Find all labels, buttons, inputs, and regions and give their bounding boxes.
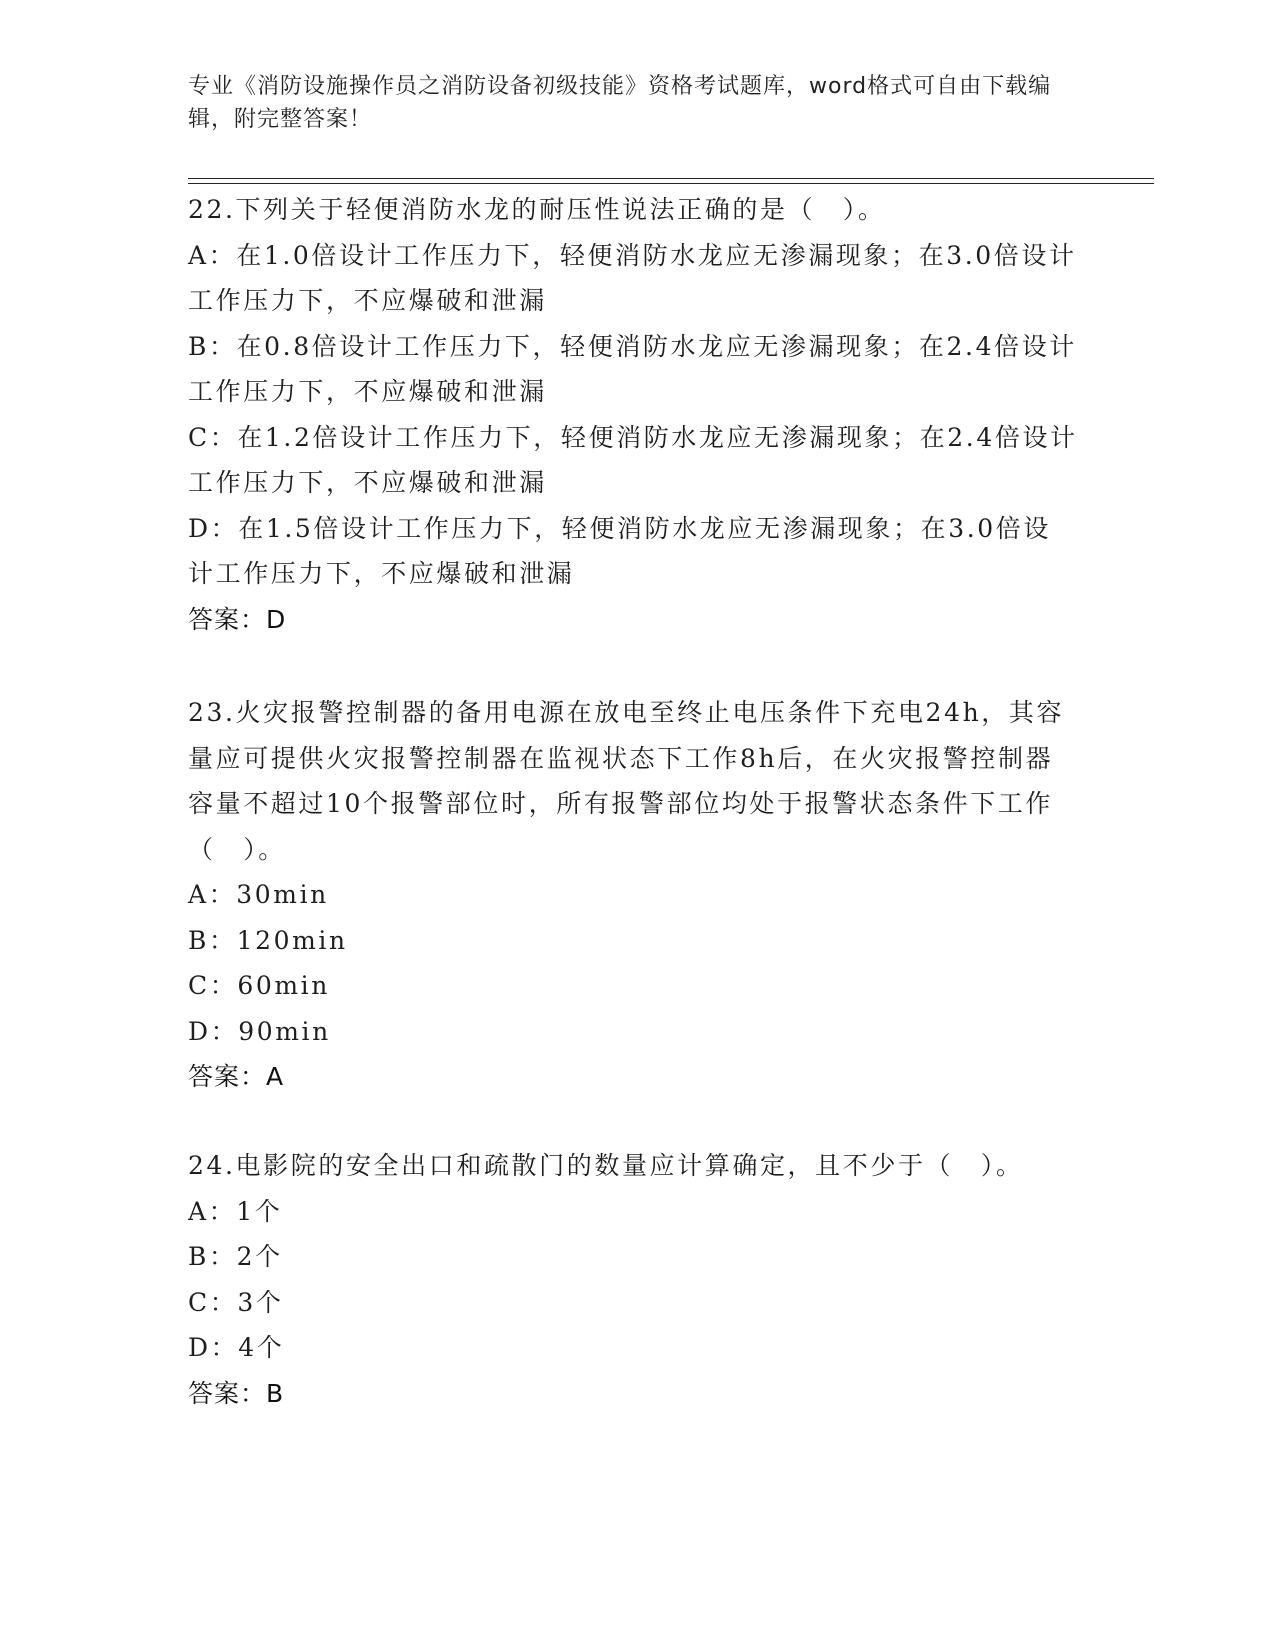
- question-stem: 22.下列关于轻便消防水龙的耐压性说法正确的是（ ）。: [188, 195, 886, 224]
- question-24: [188, 1143, 1078, 1416]
- question-stem: 23.火灾报警控制器的备用电源在放电至终止电压条件下充电24h，其容量应可提供火灾报警控制器在监视状态下工作8h后，在火灾报警控制器容量不超过10个报警部位时，所有报警部位均处于报警状态条件下工作（ ）。: [188, 698, 1065, 864]
- option-b: B：2个: [188, 1242, 283, 1271]
- header-divider-top: [188, 178, 1154, 179]
- question-22: [188, 187, 1078, 642]
- option-b: B：在0.8倍设计工作压力下，轻便消防水龙应无渗漏现象；在2.4倍设计工作压力下，不应爆破和泄漏: [188, 331, 1077, 406]
- answer-line: 答案：A: [188, 1062, 285, 1091]
- option-d: D：在1.5倍设计工作压力下，轻便消防水龙应无渗漏现象；在3.0倍设计工作压力下，不应爆破和泄漏: [188, 513, 1051, 588]
- question-23: [188, 690, 1078, 1100]
- option-d: D：90min: [188, 1016, 331, 1046]
- option-a: A：1个: [188, 1196, 283, 1226]
- option-c: C：60min: [188, 971, 330, 1000]
- question-stem: 24.电影院的安全出口和疏散门的数量应计算确定，且不少于（ ）。: [188, 1151, 1024, 1180]
- answer-line: 答案：B: [188, 1378, 285, 1408]
- option-a: A：30min: [188, 880, 329, 909]
- answer-line: 答案：D: [188, 604, 287, 634]
- document-header: 专业《消防设施操作员之消防设备初级技能》资格考试题库，word格式可自由下载编辑，附完整答案！: [188, 74, 1052, 132]
- option-d: D：4个: [188, 1333, 285, 1362]
- option-c: C：在1.2倍设计工作压力下，轻便消防水龙应无渗漏现象；在2.4倍设计工作压力下，不应爆破和泄漏: [188, 422, 1078, 497]
- option-a: A：在1.0倍设计工作压力下，轻便消防水龙应无渗漏现象；在3.0倍设计工作压力下，不应爆破和泄漏: [188, 240, 1077, 315]
- option-c: C：3个: [188, 1287, 284, 1317]
- header-divider-bottom: [188, 183, 1154, 184]
- option-b: B：120min: [188, 925, 348, 955]
